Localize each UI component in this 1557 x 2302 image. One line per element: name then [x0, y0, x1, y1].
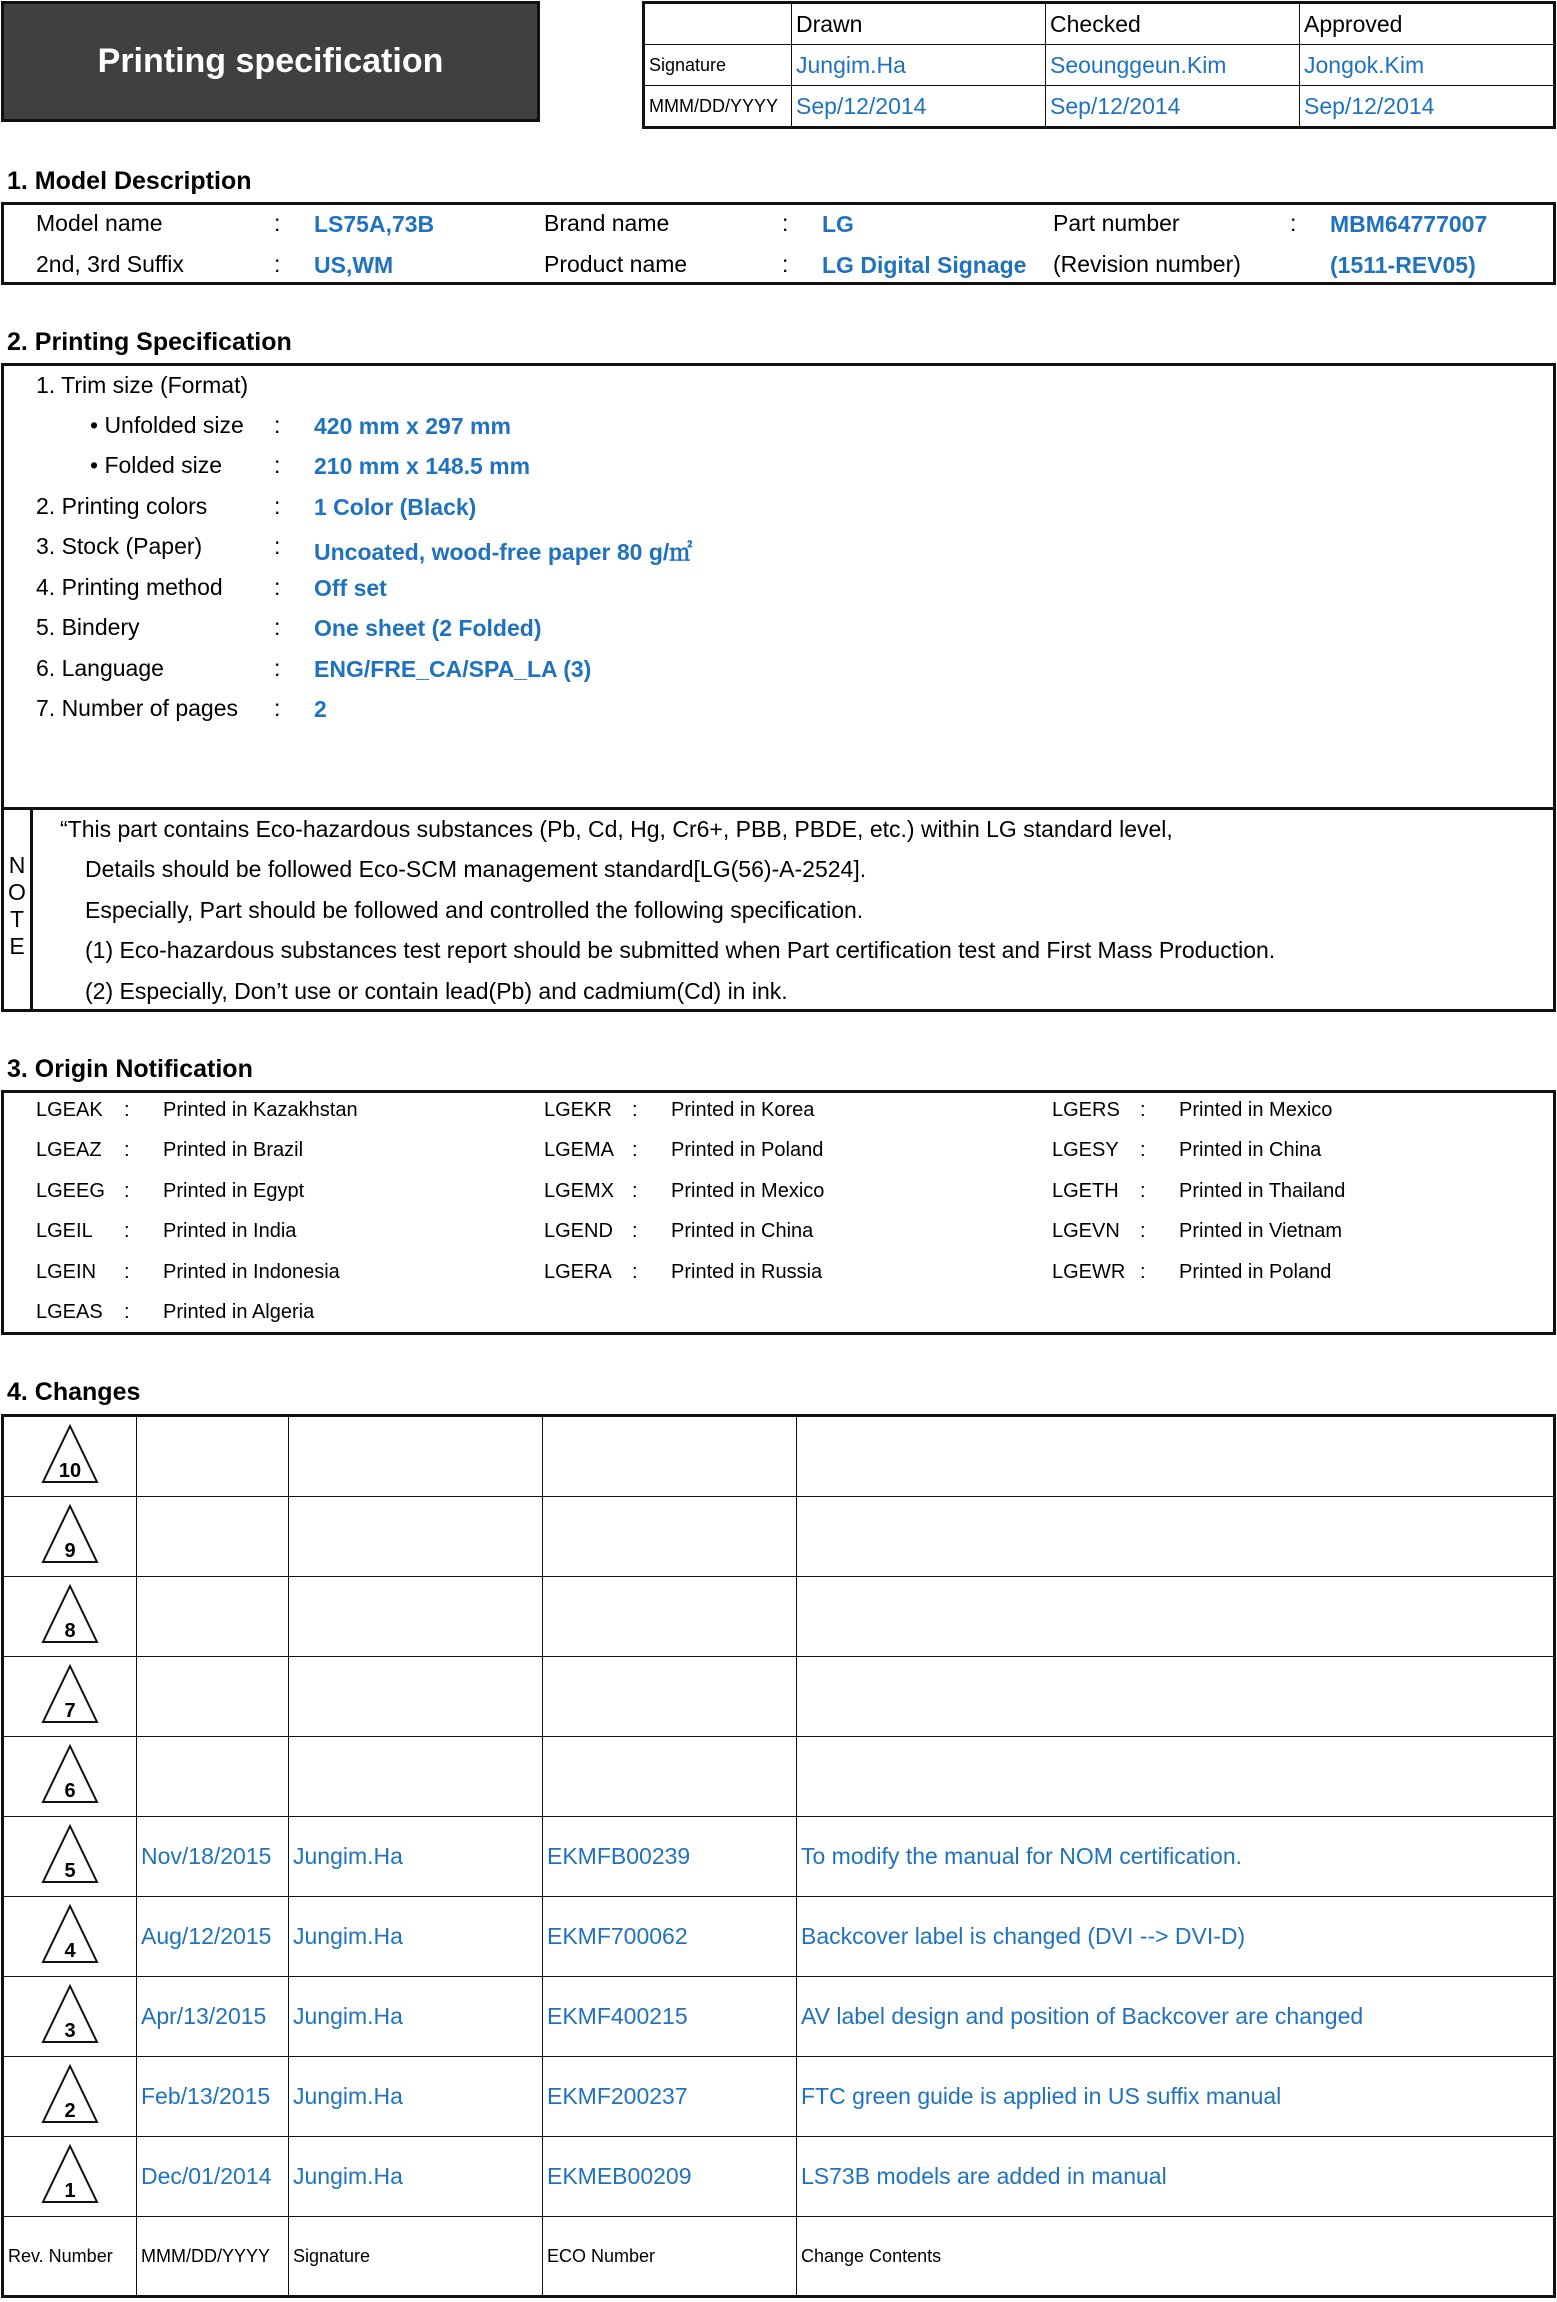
- change-content: To modify the manual for NOM certification.: [797, 1817, 1555, 1897]
- colon: :: [1140, 1220, 1146, 1242]
- colon: :: [124, 1139, 130, 1161]
- colon: :: [274, 574, 281, 600]
- origin-country: Printed in Brazil: [163, 1139, 304, 1161]
- brand-value: LG: [822, 211, 854, 237]
- suffix-value: US,WM: [314, 252, 394, 278]
- colon: :: [1140, 1180, 1146, 1202]
- colon: :: [274, 695, 281, 721]
- change-signature: [289, 1737, 543, 1817]
- unfolded-value: 420 mm x 297 mm: [314, 413, 511, 439]
- folded-label: • Folded size: [90, 452, 223, 478]
- origin-code: LGEMX: [544, 1180, 615, 1202]
- note-letter: O: [8, 879, 26, 905]
- change-eco: EKMEB00209: [543, 2137, 797, 2217]
- change-date: Nov/18/2015: [137, 1817, 289, 1897]
- rev-cell: [3, 1977, 137, 2057]
- change-content: LS73B models are added in manual: [797, 2137, 1555, 2217]
- rev-number: 10: [58, 1459, 82, 1482]
- signature-label: Signature: [644, 45, 792, 86]
- signature-checked: Seounggeun.Kim: [1046, 45, 1300, 86]
- origin-code: LGEVN: [1052, 1220, 1120, 1242]
- change-content: Backcover label is changed (DVI --> DVI-D): [797, 1897, 1555, 1977]
- section-printing-title: 2. Printing Specification: [7, 328, 292, 356]
- colon: :: [632, 1180, 638, 1202]
- change-eco: [543, 1497, 797, 1577]
- colon: :: [274, 655, 281, 681]
- approval-corner: [644, 3, 792, 45]
- revision-triangle-icon: [40, 1423, 100, 1485]
- note-letter: E: [9, 933, 25, 959]
- change-row: [3, 1897, 1555, 1977]
- date-checked: Sep/12/2014: [1046, 86, 1300, 128]
- note-line: Especially, Part should be followed and controlled the following specification.: [85, 897, 864, 923]
- product-label: Product name: [544, 251, 688, 277]
- origin-country: Printed in Poland: [671, 1139, 824, 1161]
- change-eco: [543, 1657, 797, 1737]
- change-signature: Jungim.Ha: [289, 1817, 543, 1897]
- change-signature: [289, 1416, 543, 1497]
- origin-code: LGERS: [1052, 1099, 1120, 1121]
- colon: :: [124, 1099, 130, 1121]
- origin-code: LGEWR: [1052, 1261, 1126, 1283]
- colon: :: [124, 1261, 130, 1283]
- colors-value: 1 Color (Black): [314, 494, 477, 520]
- change-row: [3, 1577, 1555, 1657]
- signature-approved: Jongok.Kim: [1300, 45, 1555, 86]
- model-box: [1, 202, 1556, 285]
- origin-country: Printed in Russia: [671, 1261, 823, 1283]
- note-line: (2) Especially, Don’t use or contain lead(Pb) and cadmium(Cd) in ink.: [85, 978, 788, 1004]
- change-date: [137, 1416, 289, 1497]
- product-value: LG Digital Signage: [822, 252, 1027, 278]
- stock-value: Uncoated, wood-free paper 80 g/㎡: [314, 539, 693, 565]
- change-content: [797, 1737, 1555, 1817]
- change-date: Apr/13/2015: [137, 1977, 289, 2057]
- suffix-label: 2nd, 3rd Suffix: [36, 251, 184, 277]
- change-date: Feb/13/2015: [137, 2057, 289, 2137]
- approval-col-drawn: Drawn: [792, 3, 1046, 45]
- approval-col-approved: Approved: [1300, 3, 1555, 45]
- brand-label: Brand name: [544, 210, 670, 236]
- rev-number: 4: [64, 1939, 76, 1962]
- change-content: FTC green guide is applied in US suffix manual: [797, 2057, 1555, 2137]
- revision-triangle-icon: [40, 1503, 100, 1565]
- rev-cell: [3, 1577, 137, 1657]
- rev-cell: [3, 1497, 137, 1577]
- method-value: Off set: [314, 575, 387, 601]
- colon: :: [124, 1301, 130, 1323]
- origin-box: [1, 1090, 1556, 1335]
- section-changes-title: 4. Changes: [7, 1378, 141, 1406]
- change-row: [3, 1977, 1555, 2057]
- change-signature: [289, 1497, 543, 1577]
- origin-code: LGESY: [1052, 1139, 1119, 1161]
- section-model-title: 1. Model Description: [7, 167, 252, 195]
- model-name-value: LS75A,73B: [314, 211, 435, 237]
- revision-triangle-icon: [40, 1983, 100, 2045]
- colon: :: [274, 210, 281, 236]
- date-drawn: Sep/12/2014: [792, 86, 1046, 128]
- colon: :: [632, 1139, 638, 1161]
- note-letter: T: [9, 906, 25, 932]
- part-value: MBM64777007: [1330, 211, 1488, 237]
- origin-country: Printed in Egypt: [163, 1180, 305, 1202]
- change-row: [3, 2137, 1555, 2217]
- change-row: [3, 1416, 1555, 1497]
- change-content: [797, 1416, 1555, 1497]
- footer-signature-label: Signature: [289, 2217, 543, 2297]
- colon: :: [274, 251, 281, 277]
- note-letter: N: [8, 852, 26, 878]
- change-signature: Jungim.Ha: [289, 2057, 543, 2137]
- rev-number: 2: [64, 2099, 76, 2122]
- revision-value: (1511-REV05): [1330, 252, 1476, 278]
- unfolded-label: • Unfolded size: [90, 412, 244, 438]
- pages-label: 7. Number of pages: [36, 695, 239, 721]
- footer-eco-label: ECO Number: [543, 2217, 797, 2297]
- origin-code: LGEKR: [544, 1099, 612, 1121]
- origin-code: LGEIN: [36, 1261, 97, 1283]
- note-line: “This part contains Eco-hazardous substances (Pb, Cd, Hg, Cr6+, PBB, PBDE, etc.) within LG standard level,: [60, 816, 1173, 842]
- change-signature: [289, 1577, 543, 1657]
- origin-country: Printed in Vietnam: [1179, 1220, 1343, 1242]
- colon: :: [274, 493, 281, 519]
- rev-cell: [3, 1897, 137, 1977]
- language-value: ENG/FRE_CA/SPA_LA (3): [314, 656, 592, 682]
- rev-cell: [3, 1817, 137, 1897]
- colon: :: [1140, 1261, 1146, 1283]
- change-row: [3, 2057, 1555, 2137]
- origin-country: Printed in China: [671, 1220, 814, 1242]
- origin-code: LGEND: [544, 1220, 613, 1242]
- change-row: [3, 1737, 1555, 1817]
- change-row: [3, 1817, 1555, 1897]
- signature-drawn: Jungim.Ha: [792, 45, 1046, 86]
- date-approved: Sep/12/2014: [1300, 86, 1555, 128]
- revision-triangle-icon: [40, 2063, 100, 2125]
- revision-triangle-icon: [40, 1663, 100, 1725]
- trim-label: 1. Trim size (Format): [36, 372, 249, 398]
- revision-triangle-icon: [40, 1823, 100, 1885]
- origin-country: Printed in China: [1179, 1139, 1322, 1161]
- rev-cell: [3, 1737, 137, 1817]
- origin-code: LGEAK: [36, 1099, 103, 1121]
- rev-number: 5: [64, 1859, 76, 1882]
- origin-country: Printed in Poland: [1179, 1261, 1332, 1283]
- colon: :: [782, 251, 789, 277]
- change-content: [797, 1577, 1555, 1657]
- rev-number: 7: [64, 1699, 76, 1722]
- change-row: [3, 1657, 1555, 1737]
- change-date: [137, 1497, 289, 1577]
- change-eco: EKMF400215: [543, 1977, 797, 2057]
- rev-number: 8: [64, 1619, 76, 1642]
- part-label: Part number: [1053, 210, 1180, 236]
- change-date: Aug/12/2015: [137, 1897, 289, 1977]
- changes-table: [1, 1414, 1556, 2298]
- bindery-label: 5. Bindery: [36, 614, 140, 640]
- approval-table: [642, 1, 1556, 129]
- colon: :: [782, 210, 789, 236]
- rev-cell: [3, 1657, 137, 1737]
- change-signature: Jungim.Ha: [289, 2137, 543, 2217]
- folded-value: 210 mm x 148.5 mm: [314, 453, 531, 479]
- revision-label: (Revision number): [1053, 251, 1241, 277]
- origin-country: Printed in Kazakhstan: [163, 1099, 358, 1121]
- language-label: 6. Language: [36, 655, 164, 681]
- colon: :: [274, 614, 281, 640]
- change-eco: [543, 1416, 797, 1497]
- bindery-value: One sheet (2 Folded): [314, 615, 542, 641]
- rev-cell: [3, 2137, 137, 2217]
- colon: :: [124, 1220, 130, 1242]
- rev-number: 3: [64, 2019, 76, 2042]
- origin-country: Printed in Mexico: [1179, 1099, 1333, 1121]
- colon: :: [632, 1261, 638, 1283]
- note-label-divider: [30, 808, 33, 1011]
- note-divider: [1, 807, 1556, 810]
- model-name-label: Model name: [36, 210, 163, 236]
- pages-value: 2: [314, 696, 327, 722]
- note-line: (1) Eco-hazardous substances test report should be submitted when Part certification test and First Mass Production.: [85, 937, 1276, 963]
- change-eco: EKMF200237: [543, 2057, 797, 2137]
- approval-col-checked: Checked: [1046, 3, 1300, 45]
- change-date: [137, 1737, 289, 1817]
- revision-triangle-icon: [40, 1743, 100, 1805]
- origin-country: Printed in Algeria: [163, 1301, 315, 1323]
- footer-content-label: Change Contents: [797, 2217, 1555, 2297]
- origin-code: LGEMA: [544, 1139, 615, 1161]
- origin-country: Printed in Mexico: [671, 1180, 825, 1202]
- rev-number: 6: [64, 1779, 76, 1802]
- change-signature: Jungim.Ha: [289, 1897, 543, 1977]
- note-line: Details should be followed Eco-SCM management standard[LG(56)-A-2524].: [85, 856, 867, 882]
- origin-country: Printed in India: [163, 1220, 297, 1242]
- revision-triangle-icon: [40, 2143, 100, 2205]
- revision-triangle-icon: [40, 1583, 100, 1645]
- section-origin-title: 3. Origin Notification: [7, 1055, 253, 1083]
- change-signature: [289, 1657, 543, 1737]
- change-signature: Jungim.Ha: [289, 1977, 543, 2057]
- colon: :: [274, 412, 281, 438]
- stock-label: 3. Stock (Paper): [36, 533, 203, 559]
- colon: :: [632, 1099, 638, 1121]
- change-content: [797, 1657, 1555, 1737]
- rev-number: 9: [64, 1539, 76, 1562]
- footer-rev-label: Rev. Number: [3, 2217, 137, 2297]
- page-title: Printing specification: [1, 1, 540, 122]
- footer-date-label: MMM/DD/YYYY: [137, 2217, 289, 2297]
- colon: :: [1290, 210, 1297, 236]
- colon: :: [1140, 1099, 1146, 1121]
- note-label: [4, 852, 30, 960]
- rev-cell: [3, 1416, 137, 1497]
- change-eco: [543, 1737, 797, 1817]
- origin-code: LGERA: [544, 1261, 612, 1283]
- colon: :: [274, 452, 281, 478]
- origin-country: Printed in Thailand: [1179, 1180, 1346, 1202]
- method-label: 4. Printing method: [36, 574, 223, 600]
- origin-code: LGEAS: [36, 1301, 103, 1323]
- origin-code: LGEAZ: [36, 1139, 102, 1161]
- colon: :: [124, 1180, 130, 1202]
- change-date: [137, 1577, 289, 1657]
- change-eco: EKMF700062: [543, 1897, 797, 1977]
- colon: :: [274, 533, 281, 559]
- origin-code: LGETH: [1052, 1180, 1119, 1202]
- revision-triangle-icon: [40, 1903, 100, 1965]
- change-row: [3, 1497, 1555, 1577]
- change-date: Dec/01/2014: [137, 2137, 289, 2217]
- change-eco: EKMFB00239: [543, 1817, 797, 1897]
- origin-code: LGEEG: [36, 1180, 105, 1202]
- change-date: [137, 1657, 289, 1737]
- colors-label: 2. Printing colors: [36, 493, 208, 519]
- change-content: [797, 1497, 1555, 1577]
- origin-country: Printed in Korea: [671, 1099, 815, 1121]
- rev-cell: [3, 2057, 137, 2137]
- date-label: MMM/DD/YYYY: [644, 86, 792, 128]
- origin-code: LGEIL: [36, 1220, 93, 1242]
- colon: :: [632, 1220, 638, 1242]
- changes-footer-row: [3, 2217, 1555, 2297]
- origin-country: Printed in Indonesia: [163, 1261, 340, 1283]
- change-eco: [543, 1577, 797, 1657]
- rev-number: 1: [64, 2179, 76, 2202]
- change-content: AV label design and position of Backcover are changed: [797, 1977, 1555, 2057]
- colon: :: [1140, 1139, 1146, 1161]
